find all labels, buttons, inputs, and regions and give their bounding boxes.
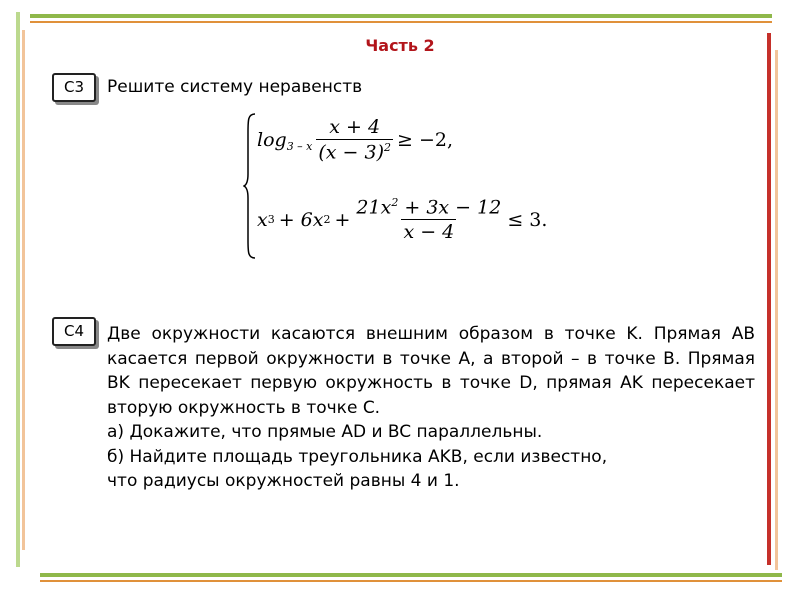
top-border-green	[30, 14, 772, 18]
task-c4-statement	[107, 322, 755, 494]
log-func: log	[257, 128, 287, 151]
task-c4-part-b-line2: что радиусы окружностей равны 4 и 1.	[107, 471, 460, 491]
num-rest: + 3x − 12	[404, 196, 502, 219]
fraction-1-denominator	[316, 139, 393, 163]
fraction-1-numerator: x + 4	[329, 116, 381, 138]
x-exponent: 3	[267, 213, 275, 227]
left-border-orange	[22, 30, 25, 550]
den-base: (x − 3)	[318, 141, 385, 164]
fraction-2-denominator: x − 4	[403, 221, 455, 244]
task-tag-c3: С3	[52, 73, 96, 102]
top-border-orange	[30, 21, 772, 23]
bottom-border-green	[40, 573, 782, 577]
task-c4-part-a: а) Докажите, что прямые AD и BC параллельны.	[107, 422, 543, 442]
fraction-2-numerator	[354, 196, 503, 219]
inequality-1-relation: ≥ −2,	[397, 128, 454, 151]
term-6x-exponent: 2	[323, 213, 331, 227]
term-6x: + 6x	[278, 208, 324, 231]
num-exponent: 2	[391, 196, 399, 209]
task-c4-paragraph: Две окружности касаются внешним образом в точке K. Прямая AB касается первой окружности в точке A, а второй – в точке B. Прямая BK пересекает первую окружность в точке D, прямая AK пересекает вторую окружность в точке C.	[107, 324, 755, 418]
right-border-red	[767, 33, 771, 565]
task-c4-part-b-line1: б) Найдите площадь треугольника AKB, если известно,	[107, 446, 608, 467]
x-base: x	[257, 208, 268, 231]
fraction-2	[354, 196, 503, 243]
system-brace	[243, 112, 257, 260]
inequality-2-relation: ≤ 3.	[507, 208, 548, 231]
inequality-2	[257, 196, 547, 243]
left-border-green	[16, 12, 20, 567]
bottom-border-orange	[40, 580, 782, 582]
log-base: 3 – x	[286, 140, 313, 154]
right-border-orange	[775, 50, 778, 570]
task-c3-statement: Решите систему неравенств	[107, 77, 363, 97]
num-term: 21x	[356, 196, 392, 219]
plus-sign: +	[334, 208, 351, 231]
inequality-1	[257, 116, 453, 163]
task-tag-c4: С4	[52, 317, 96, 346]
inequality-system	[243, 112, 573, 260]
fraction-1	[316, 116, 393, 163]
den-exponent: 2	[384, 141, 392, 154]
page-title: Часть 2	[365, 36, 435, 55]
